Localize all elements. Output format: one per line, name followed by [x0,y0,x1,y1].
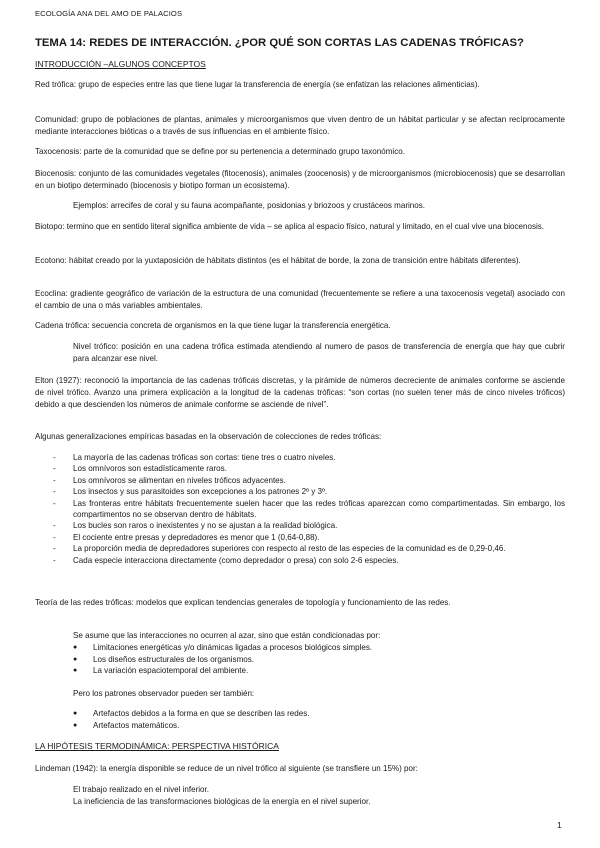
list-item: - Los bucles son raros o inexistentes y no se ajustan a la realidad biológica. [53,521,338,531]
asume-intro: Se asume que las interacciones no ocurren al azar, sino que están condicionadas por: [73,631,381,640]
definition-taxocenosis: Taxocenosis: parte de la comunidad que se define por su pertenencia a determinado grupo taxonómico. [35,147,405,156]
definition-biotopo: Biotopo: termino que en sentido literal significa ambiente de vida – se aplica al espacio físico, natural y limitado, en el cual vive una biocenosis. [35,222,545,231]
list-item: - El cociente entre presas y depredadores es menor que 1 (0,64-0,88). [53,532,320,542]
definition-biocenosis: Biocenosis: conjunto de las comunidades vegetales (fitocenosis), animales (zoocenosis) y de microorganismos (microbiocenosis) que se desarrollan en un biotipo determinado (biocenosis y biotipo forman un ecosistema). [35,169,565,190]
paragraph-teoria: Teoría de las redes tróficas: modelos que explican tendencias generales de topología y funcionamiento de las redes. [35,598,451,607]
list-item: ● Artefactos matemáticos. [73,720,180,730]
list-item: - La mayoría de las cadenas tróficas son cortas: tiene tres o cuatro niveles. [53,453,336,462]
generalizaciones-list [35,452,565,566]
patrones-intro: Pero los patrones observador pueden ser también: [73,689,255,698]
definition-red-trofica: Red trófica: grupo de especies entre las que tiene lugar la transferencia de energía (se enfatizan las relaciones alimenticias). [35,80,480,89]
list-item: ● Limitaciones energéticas y/o dinámicas ligadas a procesos biológicos simples. [73,643,373,652]
page-number: 1 [557,820,562,830]
definition-ecoclina: Ecoclina: gradiente geográfico de variación de la estructura de una comunidad (frecuentemente se refiere a una taxocenosis vegetal) asociado con el cambio de una o más variables ambientales. [35,289,565,310]
list-item: - Los insectos y sus parasitoides son excepciones a los patrones 2º y 3º. [53,487,328,497]
list-item: - La proporción media de depredadores superiores con respecto al resto de las especies de la comunidad es de 0,29-0,46. [53,544,506,554]
patrones-list [73,708,565,731]
ejemplos-text: Ejemplos: arrecifes de coral y su fauna acompañante, posidonias y briozoos y crustáceos marinos. [73,201,426,210]
list-item: - Las fronteras entre hábitats frecuentemente suelen hacer que las redes tróficas aparezcan como compartimentadas. Sin embargo, los compartimentos no se observan dentro de hábitats. [53,498,565,520]
bullet-icon: ● [73,667,78,675]
list-item: ● Artefactos debidos a la forma en que se describen las redes. [73,709,310,718]
section-heading-intro: INTRODUCCIÓN –ALGUNOS CONCEPTOS [35,59,206,69]
definition-nivel-trofico: Nivel trófico: posición en una cadena trófica estimada atendiendo al numero de pasos de transferencia de energía que hay que cubrir para alcanzar ese nivel. [73,342,565,363]
list-item: ● La variación espaciotemporal del ambiente. [73,666,249,676]
bullet-icon: ● [73,655,78,663]
bullet-icon: ● [73,710,78,717]
bullet-icon: ● [73,644,78,651]
paragraph-elton: Elton (1927): reconoció la importancia de las cadenas tróficas discretas, y la pirámide de números decreciente de animales conforme se asciende de nivel trófico. Avanzo una primera explicación a la longitud de la cadenas tróficas: “son cortas (no suelen tener más de cinco niveles tróficos) debido a que descienden los números de animale conforme se asciende de nivel”. [35,376,565,409]
page-header: ECOLOGÍA ANA DEL AMO DE PALACIOS [35,9,183,18]
asume-list [73,642,565,677]
list-item: ● Los diseños estructurales de los organismos. [73,654,255,664]
lindeman-item-1: El trabajo realizado en el nivel inferior. [73,785,209,794]
list-item: - Los omnívoros son estadísticamente raros. [53,464,227,474]
list-item: - Los omnívoros se alimentan en niveles tróficos adyacentes. [53,475,286,485]
lindeman-item-2: La ineficiencia de las transformaciones biológicas de la energía en el nivel superior. [73,797,371,806]
definition-cadena-trofica: Cadena trófica: secuencia concreta de organismos en la que tiene lugar la transferencia energética. [35,321,391,330]
section-heading-termodinamica: LA HIPÓTESIS TERMODINÁMICA: PERSPECTIVA HISTÓRICA [35,741,279,751]
definition-ecotono: Ecotono: hábitat creado por la yuxtaposición de hábitats distintos (es el hábitat de borde, la zona de transición entre hábitats diferentes). [35,256,521,265]
definition-comunidad: Comunidad: grupo de poblaciones de plantas, animales y microorganismos que viven dentro de un hábitat particular y se afectan recíprocamente mediante interacciones bióticas o a través de sus influencias en el ambiente físico. [35,115,565,136]
list-item: - Cada especie interacciona directamente (como depredador o presa) con solo 2-6 especies. [53,555,399,565]
paragraph-lindeman: Lindeman (1942): la energía disponible se reduce de un nivel trófico al siguiente (se transfiere un 15%) por: [35,764,418,773]
bullet-icon: ● [73,721,78,729]
page-title: TEMA 14: REDES DE INTERACCIÓN. ¿POR QUÉ SON CORTAS LAS CADENAS TRÓFICAS? [35,37,524,49]
generalizaciones-intro: Algunas generalizaciones empíricas basadas en la observación de colecciones de redes tróficas: [35,432,382,441]
